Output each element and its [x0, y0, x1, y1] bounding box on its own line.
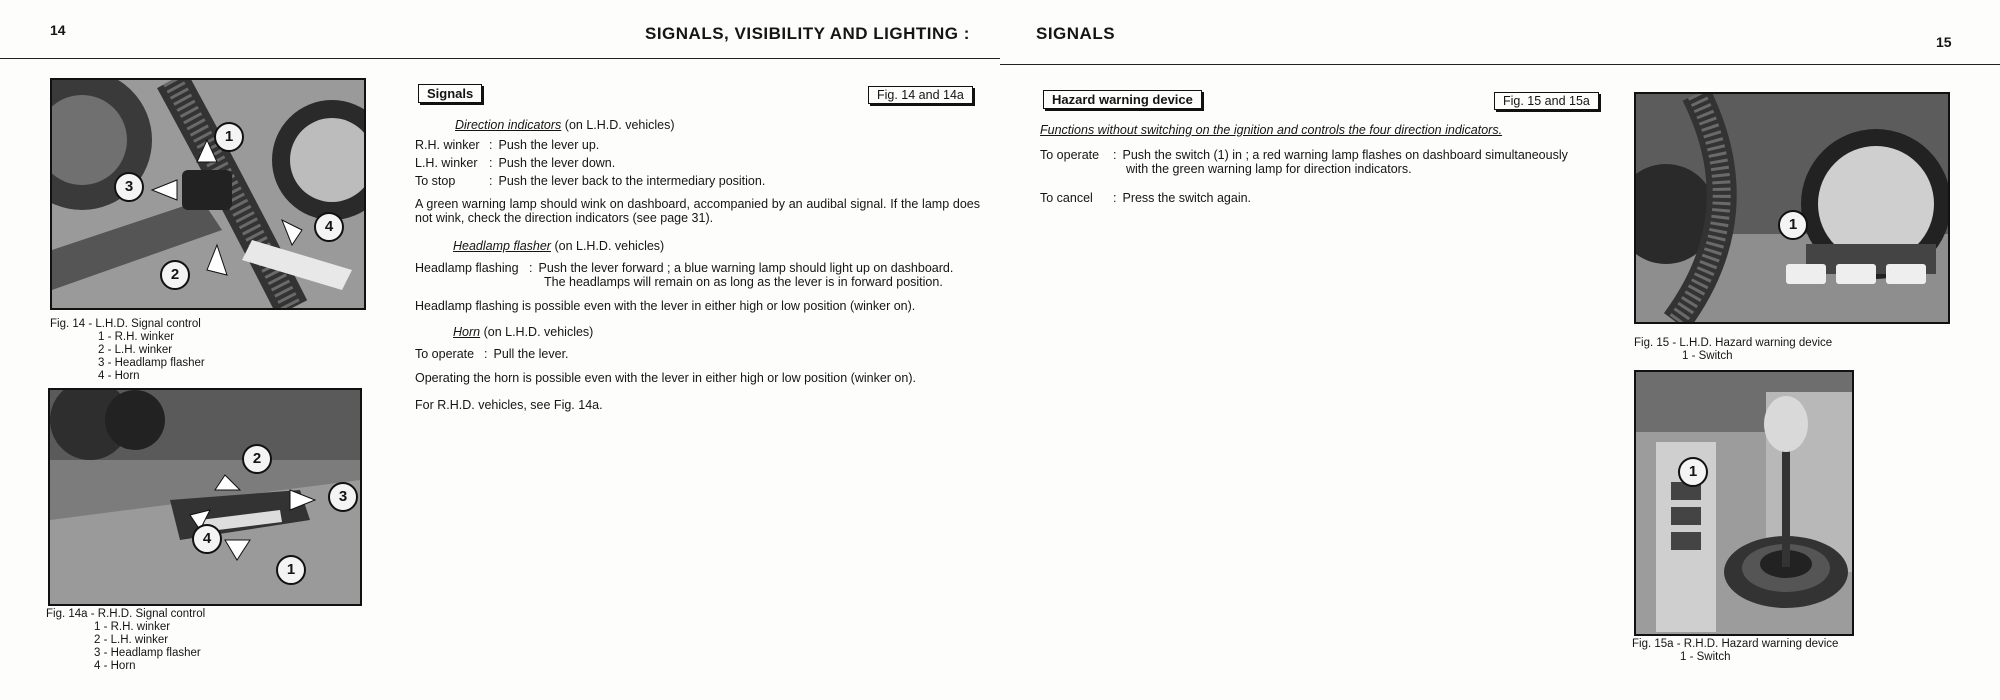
fig14a-caption [46, 608, 205, 673]
hazard-operate-instruction: To operate : Push the switch (1) in ; a red warning lamp flashes on dashboard simultaneously with the green warning lamp for direction indicators. [1040, 148, 1610, 176]
horn-instruction: To operate : Pull the lever. [415, 347, 569, 361]
headlamp-flashing-value-1: Push the lever forward ; a blue warning lamp should light up on dashboard. [538, 261, 954, 275]
fig14a-callout-1: 1 [276, 555, 306, 585]
right-page-number: 15 [1936, 34, 1952, 50]
fig15-caption-title: Fig. 15 - L.H.D. Hazard warning device [1634, 337, 1833, 349]
hazard-fig-ref: Fig. 15 and 15a [1494, 92, 1599, 110]
hazard-operate-value-1: Push the switch (1) in ; a red warning lamp flashes on dashboard simultaneously [1122, 148, 1568, 162]
fig14-callout-2: 2 [160, 260, 190, 290]
fig15-caption-item: 1 - Switch [1682, 350, 1733, 362]
horn-operate-value: Pull the lever. [493, 347, 569, 361]
hazard-operate-value-2: with the green warning lamp for direction indicators. [1126, 162, 1412, 176]
rhd-column-illustration [50, 390, 360, 604]
direction-indicators-suffix: (on L.H.D. vehicles) [564, 118, 675, 132]
fig14a-callout-2: 2 [242, 444, 272, 474]
headlamp-flashing-instruction: Headlamp flashing : Push the lever forward ; a blue warning lamp should light up on dashboard. The headlamps will remain on as long as the lever is in forward position. [415, 261, 985, 289]
hazard-intro [1040, 123, 1502, 137]
fig15a-photo [1634, 370, 1854, 636]
to-stop-key: To stop [415, 174, 456, 188]
hazard-section-label: Hazard warning device [1043, 90, 1202, 109]
hazard-cancel-instruction: To cancel : Press the switch again. [1040, 191, 1252, 205]
horn-heading [453, 325, 593, 339]
fig14a-caption-item: 4 - Horn [94, 660, 136, 672]
fig14-caption-item: 3 - Headlamp flasher [98, 357, 205, 369]
winker-instructions: R.H. winker : Push the lever up. L.H. winker : Push the lever down. To stop : Push the lever back to the intermediary position. [415, 138, 766, 188]
headlamp-flashing-key: Headlamp flashing [415, 261, 519, 275]
right-header-rule [1000, 64, 2000, 65]
lh-winker-key: L.H. winker [415, 156, 478, 170]
horn-suffix: (on L.H.D. vehicles) [483, 325, 594, 339]
hazard-cancel-key: To cancel [1040, 191, 1093, 205]
fig15a-caption-item: 1 - Switch [1680, 651, 1731, 663]
fig15-caption [1634, 337, 1832, 363]
rhd-reference-paragraph: For R.H.D. vehicles, see Fig. 14a. [415, 398, 603, 412]
headlamp-flasher-suffix: (on L.H.D. vehicles) [554, 239, 665, 253]
fig15-photo [1634, 92, 1950, 324]
hazard-cancel-value: Press the switch again. [1122, 191, 1252, 205]
steering-column-illustration [52, 80, 364, 308]
horn-paragraph: Operating the horn is possible even with the lever in either high or low position (winker on). [415, 371, 916, 385]
fig14a-callout-3: 3 [328, 482, 358, 512]
gear-lever-illustration [1636, 372, 1852, 634]
fig14-callout-1: 1 [214, 122, 244, 152]
green-lamp-paragraph: A green warning lamp should wink on dashboard, accompanied by an audibal signal. If the lamp does not wink, check the direction indicators (see page 31). [415, 197, 980, 225]
headlamp-flasher-heading [453, 239, 664, 253]
hazard-intro-text: Functions without switching on the ignition and controls the four direction indicators. [1040, 123, 1503, 137]
fig14-caption-item: 1 - R.H. winker [98, 331, 175, 343]
fig14-caption-item: 4 - Horn [98, 370, 140, 382]
headlamp-flashing-value-2: The headlamps will remain on as long as the lever is in forward position. [544, 275, 943, 289]
fig14a-caption-item: 2 - L.H. winker [94, 634, 169, 646]
direction-indicators-title: Direction indicators [455, 118, 562, 132]
right-page-title: SIGNALS [1036, 24, 1116, 43]
fig14a-photo [48, 388, 362, 606]
fig14a-caption-item: 3 - Headlamp flasher [94, 647, 201, 659]
left-header-rule [0, 58, 1000, 59]
signals-section-label: Signals [418, 84, 482, 103]
fig15a-caption-title: Fig. 15a - R.H.D. Hazard warning device [1632, 638, 1839, 650]
fig15a-callout-1: 1 [1678, 457, 1708, 487]
dashboard-illustration [1636, 94, 1948, 322]
to-stop-value: Push the lever back to the intermediary position. [498, 174, 766, 188]
rh-winker-key: R.H. winker [415, 138, 480, 152]
hazard-operate-key: To operate [1040, 148, 1100, 162]
rh-winker-value: Push the lever up. [498, 138, 600, 152]
left-page-number: 14 [50, 22, 66, 38]
fig14-caption-item: 2 - L.H. winker [98, 344, 173, 356]
left-page-title: SIGNALS, VISIBILITY AND LIGHTING : [645, 24, 970, 43]
signals-fig-ref: Fig. 14 and 14a [868, 86, 973, 104]
fig15a-caption [1632, 638, 1838, 664]
fig14a-caption-title: Fig. 14a - R.H.D. Signal control [46, 608, 206, 620]
fig15-callout-1: 1 [1778, 210, 1808, 240]
fig14-callout-3: 3 [114, 172, 144, 202]
horn-title: Horn [453, 325, 481, 339]
fig14-photo [50, 78, 366, 310]
fig14a-caption-item: 1 - R.H. winker [94, 621, 171, 633]
fig14a-callout-4: 4 [192, 524, 222, 554]
fig14-callout-4: 4 [314, 212, 344, 242]
fig14-caption-title: Fig. 14 - L.H.D. Signal control [50, 318, 201, 330]
headlamp-flasher-title: Headlamp flasher [453, 239, 551, 253]
horn-operate-key: To operate [415, 347, 475, 361]
headlamp-flashing-paragraph: Headlamp flashing is possible even with the lever in either high or low position (winker on). [415, 299, 916, 313]
fig14-caption [50, 318, 205, 383]
lh-winker-value: Push the lever down. [498, 156, 616, 170]
direction-indicators-heading [455, 118, 675, 132]
